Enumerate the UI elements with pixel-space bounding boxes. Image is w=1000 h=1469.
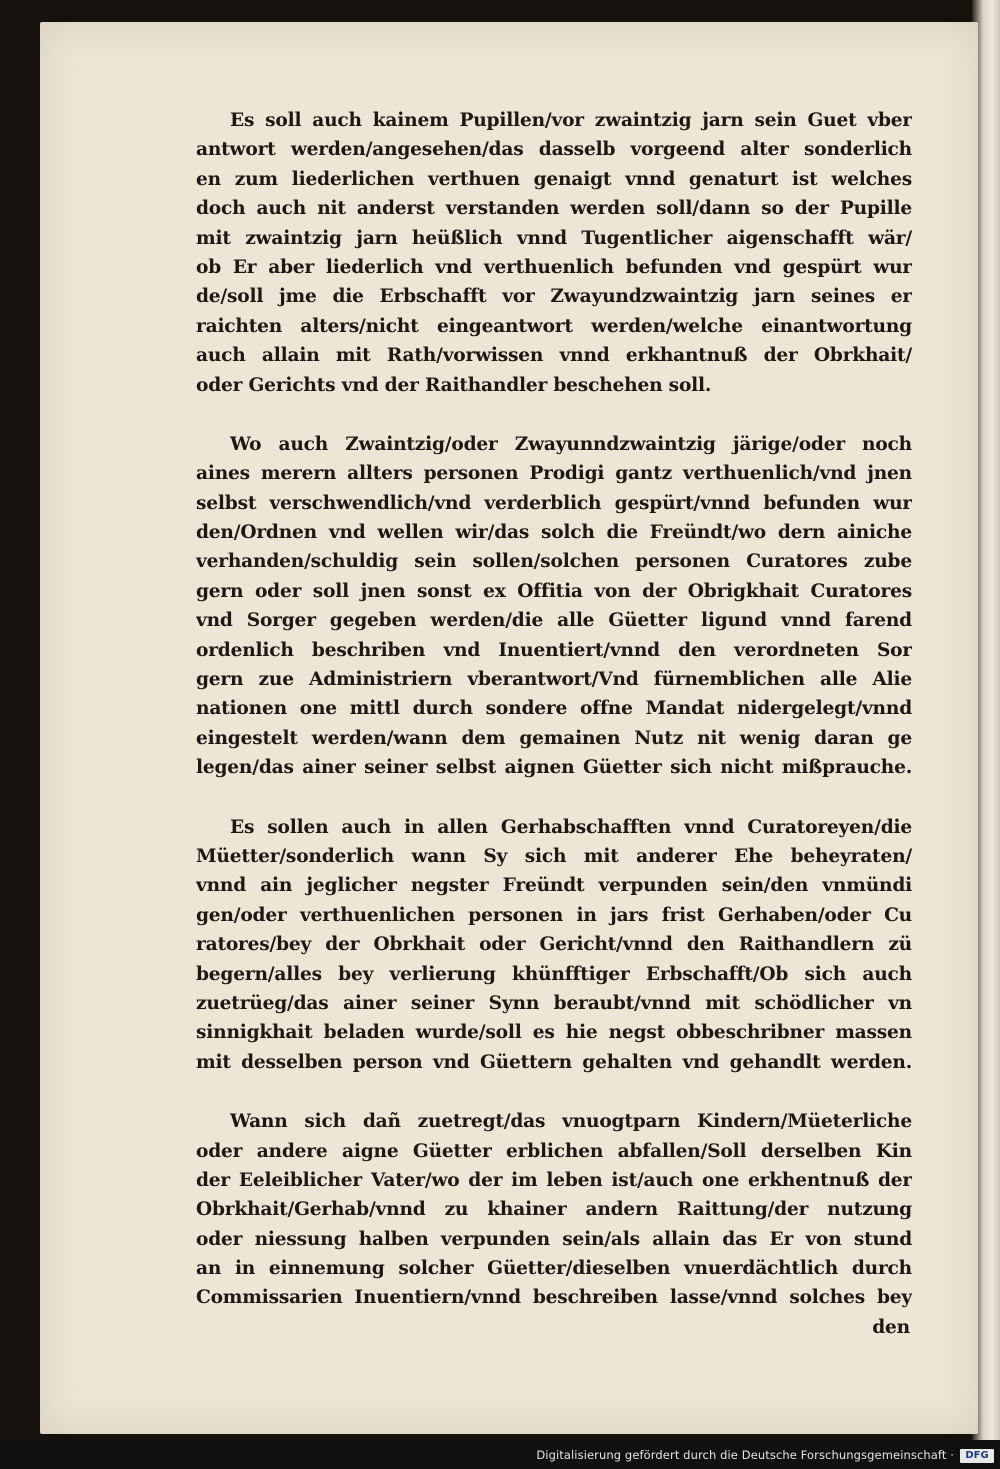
text-line: verhanden/schuldig sein sollen/solchen personen Curatores zube	[196, 551, 912, 573]
text-line: Müetter/sonderlich wann Sy sich mit anderer Ehe beheyraten/	[196, 845, 912, 867]
text-line: aines merern allters personen Prodigi gantz verthuenlich/vnd jnen	[196, 463, 912, 485]
catchword: den	[872, 1316, 910, 1338]
paragraph-1	[196, 106, 912, 400]
text-line: gern oder soll jnen sonst ex Offitia von der Obrigkhait Curatores	[196, 580, 912, 602]
text-line: eingestelt werden/wann dem gemainen Nutz nit wenig daran ge	[196, 727, 912, 749]
text-line: mit zwaintzig jarn heüßlich vnnd Tugentlicher aigenschafft wär/	[196, 227, 912, 249]
text-line: en zum liederlichen verthuen genaigt vnnd genaturt ist welches	[196, 168, 912, 190]
text-line: raichten alters/nicht eingeantwort werden/welche einantwortung	[196, 315, 912, 337]
text-line: Es soll auch kainem Pupillen/vor zwaintzig jarn sein Guet vber	[230, 110, 912, 131]
text-line: ob Er aber liederlich vnd verthuenlich befunden vnd gespürt wur	[196, 256, 912, 278]
text-line: sinnigkhait beladen wurde/soll es hie negst obbeschribner massen	[196, 1022, 912, 1044]
text-line: oder andere aigne Güetter erblichen abfallen/Soll derselben Kin	[196, 1140, 912, 1162]
text-line: an in einnemung solcher Güetter/dieselben vnuerdächtlich durch	[196, 1258, 912, 1280]
text-line: ratores/bey der Obrkhait oder Gericht/vnnd den Raithandlern zü	[196, 934, 912, 956]
text-line: de/soll jme die Erbschafft vor Zwayundzwaintzig jarn seines er	[196, 286, 912, 308]
text-line: selbst verschwendlich/vnd verderblich gespürt/vnnd befunden wur	[196, 492, 912, 514]
text-line: vnd Sorger gegeben werden/die alle Güetter ligund vnnd farend	[196, 610, 912, 632]
text-line-last: oder Gerichts vnd der Raithandler beschehen soll.	[196, 374, 712, 396]
text-line: begern/alles bey verlierung khünfftiger Erbschafft/Ob sich auch	[196, 963, 912, 985]
text-line: gern zue Administriern vberantwort/Vnd fürnemblichen alle Alie	[196, 669, 912, 691]
text-line: ordenlich beschriben vnd Inuentiert/vnnd den verordneten Sor	[196, 639, 912, 661]
text-line-last: legen/das ainer seiner selbst aignen Güetter sich nicht mißprauche.	[196, 757, 912, 779]
text-line: Wann sich dañ zuetregt/das vnuogtparn Kindern/Müeterliche	[230, 1111, 912, 1133]
text-line: auch allain mit Rath/vorwissen vnnd erkhantnuß der Obrkhait/	[196, 345, 912, 367]
paragraph-4	[196, 1107, 912, 1342]
text-line: Obrkhait/Gerhab/vnnd zu khainer andern Raittung/der nutzung	[196, 1199, 912, 1221]
text-line: doch auch nit anderst verstanden werden soll/dann so der Pupille	[196, 198, 912, 220]
text-line: antwort werden/angesehen/das dasselb vorgeend alter sonderlich	[196, 139, 912, 161]
text-line: Es sollen auch in allen Gerhabschafften vnnd Curatoreyen/die	[230, 816, 912, 838]
text-line: den/Ordnen vnd wellen wir/das solch die Freündt/wo dern ainiche	[196, 522, 912, 544]
text-line: Wo auch Zwaintzig/oder Zwayunndzwaintzig järige/oder noch	[230, 433, 912, 455]
paragraph-3	[196, 813, 912, 1078]
text-line: zuetrüeg/das ainer seiner Synn beraubt/vnnd mit schödlicher vn	[196, 992, 912, 1014]
dfg-logo: DFG	[960, 1449, 994, 1463]
footer-bar	[0, 1441, 1000, 1469]
text-line: nationen one mittl durch sondere offne Mandat nidergelegt/vnnd	[196, 698, 912, 720]
text-line-last: mit desselben person vnd Güettern gehalten vnd gehandlt werden.	[196, 1051, 912, 1073]
page-text-block	[196, 106, 912, 1342]
text-line: oder niessung halben verpunden sein/als allain das Er von stund	[196, 1228, 912, 1250]
text-line: gen/oder verthuenlichen personen in jars frist Gerhaben/oder Cu	[196, 904, 912, 926]
text-line: Commissarien Inuentiern/vnnd beschreiben lasse/vnnd solches bey	[196, 1287, 912, 1309]
text-line: der Eeleiblicher Vater/wo der im leben ist/auch one erkhentnuß der	[196, 1169, 912, 1191]
book-page	[40, 22, 978, 1434]
paragraph-2	[196, 430, 912, 783]
funding-credit: Digitalisierung gefördert durch die Deutsche Forschungsgemeinschaft ·	[536, 1448, 954, 1462]
text-line: vnnd ain jeglicher negster Freündt verpunden sein/den vnmündi	[196, 875, 912, 897]
